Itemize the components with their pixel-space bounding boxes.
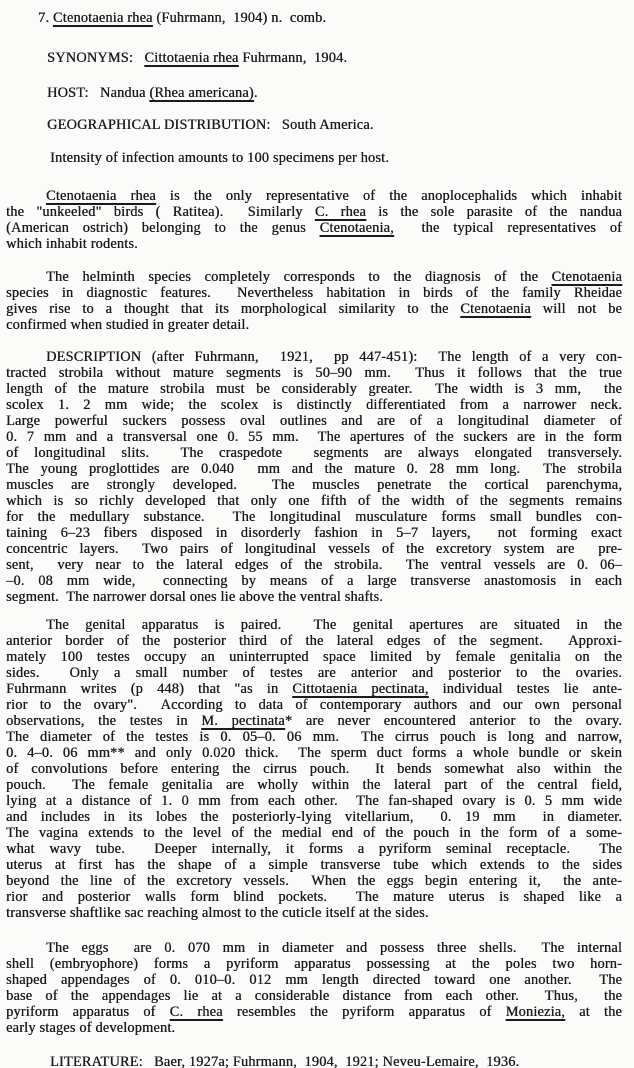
text-segment: * are never encountered anterior to the ovary. xyxy=(284,713,622,729)
text-line xyxy=(6,649,622,665)
text-line xyxy=(6,541,622,557)
underlined-term: (Rhea americana) xyxy=(149,85,254,101)
underlined-term: Ctenotaenia rhea xyxy=(46,188,156,204)
text-line xyxy=(6,729,622,745)
text-line xyxy=(6,429,622,445)
text-line xyxy=(6,461,622,477)
text-segment: of convolutions before entering the cirrus pouch. It bends somewhat also within the xyxy=(6,761,622,777)
para-eggs xyxy=(6,940,622,1036)
text-line xyxy=(6,397,622,413)
text-line xyxy=(6,269,622,285)
text-segment: shell (embryophore) forms a pyriform apparatus possessing at the poles two horn- xyxy=(6,956,622,972)
underlined-term: Ctenotaenia xyxy=(460,301,531,317)
text-line xyxy=(6,777,622,793)
text-line xyxy=(6,697,622,713)
distribution-line xyxy=(6,117,622,133)
text-line xyxy=(6,681,622,697)
underlined-term: Moniezia, xyxy=(505,1004,565,1020)
text-segment: Large powerful suckers possess oval outlines and are of a longitudinal diameter of xyxy=(6,413,622,429)
text-line xyxy=(6,1020,622,1036)
text-line xyxy=(6,285,622,301)
text-line xyxy=(6,956,622,972)
text-segment: The diameter of the testes is 0. 05–0. 06 mm. The cirrus pouch is long and narrow, xyxy=(6,729,622,745)
text-line xyxy=(6,349,622,365)
text-line xyxy=(6,793,622,809)
text-line xyxy=(6,905,622,921)
text-segment: 0. 7 mm and a transversal one 0. 55 mm. The apertures of the suckers are in the form xyxy=(6,429,622,445)
text-line xyxy=(6,236,622,252)
text-segment: scolex 1. 2 mm wide; the scolex is distinctly differentiated from a narrower neck. xyxy=(6,397,622,413)
text-segment: individual testes lie ante- xyxy=(428,681,623,697)
text-segment: at the xyxy=(564,1004,622,1020)
text-line xyxy=(6,889,622,905)
text-segment: resembles the pyriform apparatus of xyxy=(222,1004,506,1020)
text-line xyxy=(6,825,622,841)
text-segment: pouch. The female genitalia are wholly within the lateral part of the central field, xyxy=(6,777,622,793)
host-line xyxy=(6,85,622,101)
literature-line xyxy=(6,1054,622,1068)
text-segment: what wavy tube. Deeper internally, it forms a pyriform seminal receptacle. The xyxy=(6,841,622,857)
text-segment: The helminth species completely corresponds to the diagnosis of the xyxy=(46,269,552,285)
text-segment: SYNONYMS: xyxy=(47,50,145,66)
text-segment: Fuhrmann writes (p 448) that "as in xyxy=(6,681,293,697)
text-segment: The vagina extends to the level of the medial end of the pouch in the form of a some- xyxy=(6,825,622,841)
text-segment: will not be xyxy=(530,301,622,317)
text-line xyxy=(6,617,622,633)
text-segment: Fuhrmann, 1904. xyxy=(238,50,348,66)
text-line xyxy=(6,413,622,429)
text-segment: length of the mature strobila must be considerably greater. The width is 3 mm, the xyxy=(6,381,622,397)
text-line xyxy=(6,940,622,956)
text-segment: . xyxy=(253,85,258,101)
underlined-term: Ctenotaenia xyxy=(551,269,622,285)
text-line xyxy=(6,509,622,525)
text-line xyxy=(6,857,622,873)
text-segment: muscles are strongly developed. The muscles penetrate the cortical parenchyma, xyxy=(6,477,622,493)
text-line xyxy=(6,633,622,649)
text-segment: The young proglottides are 0.040 mm and the mature 0. 28 mm long. The strobila xyxy=(6,461,622,477)
text-segment: 7. xyxy=(38,10,53,26)
text-line xyxy=(6,220,622,236)
underlined-term: C. rhea xyxy=(169,1004,223,1020)
text-line xyxy=(6,381,622,397)
text-segment: –0. 08 mm wide, connecting by means of a large transverse anastomosis in each xyxy=(6,573,622,589)
text-line xyxy=(6,809,622,825)
text-line xyxy=(6,525,622,541)
text-segment: sides. Only a small number of testes are anterior and posterior to the ovaries. xyxy=(6,665,622,681)
underlined-term: Ctenotaenia rhea xyxy=(52,10,153,26)
para-genitalia xyxy=(6,617,622,921)
text-line xyxy=(6,873,622,889)
synonyms-line xyxy=(6,50,622,66)
text-segment: confirmed when studied in greater detail. xyxy=(6,317,250,333)
text-line xyxy=(6,589,622,605)
intensity-line xyxy=(6,150,622,166)
text-segment: for the medullary substance. The longitudinal musculature forms small bundles con- xyxy=(6,509,622,525)
text-line xyxy=(6,365,622,381)
text-segment: sent, very near to the lateral edges of the strobila. The ventral vessels are 0. 06– xyxy=(6,557,622,573)
text-segment: Intensity of infection amounts to 100 specimens per host. xyxy=(50,150,389,166)
text-segment: anterior border of the posterior third of the lateral edges of the segment. Approxi- xyxy=(6,633,622,649)
text-segment: (American ostrich) belonging to the genus xyxy=(6,220,320,236)
text-line xyxy=(6,1004,622,1020)
species-heading xyxy=(6,10,622,26)
underlined-term: Cittotaenia pectinata, xyxy=(292,681,429,697)
text-segment: concentric layers. Two pairs of longitudinal vessels of the excretory system are pre- xyxy=(6,541,622,557)
text-segment: lying at a distance of 1. 0 mm from each other. The fan-shaped ovary is 0. 5 mm wide xyxy=(6,793,622,809)
para-overview xyxy=(6,188,622,252)
text-segment: early stages of development. xyxy=(6,1020,176,1036)
text-segment: mately 100 testes occupy an uninterrupted space limited by female genitalia on the xyxy=(6,649,622,665)
para-description xyxy=(6,349,622,605)
text-segment: HOST: Nandua xyxy=(47,85,150,101)
text-segment: transverse shaftlike sac reaching almost to the cuticle itself at the sides. xyxy=(6,905,429,921)
text-line xyxy=(6,445,622,461)
text-segment: (Fuhrmann, 1904) n. comb. xyxy=(152,10,327,26)
text-segment: is the only representative of the anoplocephalids which inhabit xyxy=(155,188,622,204)
text-segment: observations, the testes in xyxy=(6,713,202,729)
text-segment: beyond the line of the excretory vessels. When the eggs begin entering it, the ante- xyxy=(6,873,622,889)
text-segment: uterus at first has the shape of a simple transverse tube which extends to the sides xyxy=(6,857,622,873)
text-segment: taining 6–23 fibers disposed in disorderly fashion in 5–7 layers, not forming exact xyxy=(6,525,622,541)
text-line xyxy=(6,761,622,777)
text-segment: pyriform apparatus of xyxy=(6,1004,170,1020)
text-segment: and includes in its lobes the posteriorly-lying vitellarium, 0. 19 mm in diameter. xyxy=(6,809,622,825)
text-line xyxy=(6,841,622,857)
underlined-term: Cittotaenia rhea xyxy=(144,50,239,66)
text-line xyxy=(6,204,622,220)
text-segment: the "unkeeled" birds ( Ratitea). Similarly xyxy=(6,204,315,220)
text-line xyxy=(6,317,622,333)
text-segment: segment. The narrower dorsal ones lie above the ventral shafts. xyxy=(6,589,383,605)
text-segment: shaped appendages of 0. 010–0. 012 mm length directed toward one another. The xyxy=(6,972,622,988)
text-segment: GEOGRAPHICAL DISTRIBUTION: South America. xyxy=(47,117,374,133)
text-line xyxy=(6,745,622,761)
text-line xyxy=(6,557,622,573)
text-line xyxy=(6,573,622,589)
underlined-term: M. pectinata xyxy=(201,713,285,729)
text-segment: The eggs are 0. 070 mm in diameter and possess three shells. The internal xyxy=(46,940,622,956)
text-line xyxy=(6,477,622,493)
text-segment: which is so richly developed that only one fifth of the width of the segments remains xyxy=(6,493,622,509)
document-body xyxy=(6,10,622,1068)
text-segment: rior to the ovary". According to data of contemporary authors and our own personal xyxy=(6,697,622,713)
text-segment: species in diagnostic features. Nevertheless habitation in birds of the family Rheidae xyxy=(6,285,622,301)
text-segment: which inhabit rodents. xyxy=(6,236,138,252)
text-segment: 0. 4–0. 06 mm** and only 0.020 thick. The sperm duct forms a whole bundle or skein xyxy=(6,745,622,761)
para-diagnosis xyxy=(6,269,622,333)
text-segment: base of the appendages lie at a considerable distance from each other. Thus, the xyxy=(6,988,622,1004)
text-segment: tracted strobila without mature segments is 50–90 mm. Thus it follows that the true xyxy=(6,365,622,381)
text-line xyxy=(6,188,622,204)
text-segment: LITERATURE: Baer, 1927a; Fuhrmann, 1904, 1921; Neveu-Lemaire, 1936. xyxy=(50,1054,520,1068)
text-segment: the typical representatives of xyxy=(393,220,623,236)
text-line xyxy=(6,665,622,681)
text-line xyxy=(6,301,622,317)
text-line xyxy=(6,493,622,509)
underlined-term: Ctenotaenia, xyxy=(319,220,394,236)
text-segment: of longitudinal slits. The craspedote segments are always elongated transversely. xyxy=(6,445,622,461)
underlined-term: C. rhea xyxy=(314,204,366,220)
text-segment: DESCRIPTION (after Fuhrmann, 1921, pp 447-451): The length of a very con- xyxy=(46,349,622,365)
text-line xyxy=(6,972,622,988)
text-segment: rior and posterior walls form blind pockets. The mature uterus is shaped like a xyxy=(6,889,622,905)
text-segment: The genital apparatus is paired. The genital apertures are situated in the xyxy=(46,617,622,633)
text-line xyxy=(6,713,622,729)
text-segment: is the sole parasite of the nandua xyxy=(365,204,622,220)
text-line xyxy=(6,988,622,1004)
text-segment: gives rise to a thought that its morphological similarity to the xyxy=(6,301,461,317)
